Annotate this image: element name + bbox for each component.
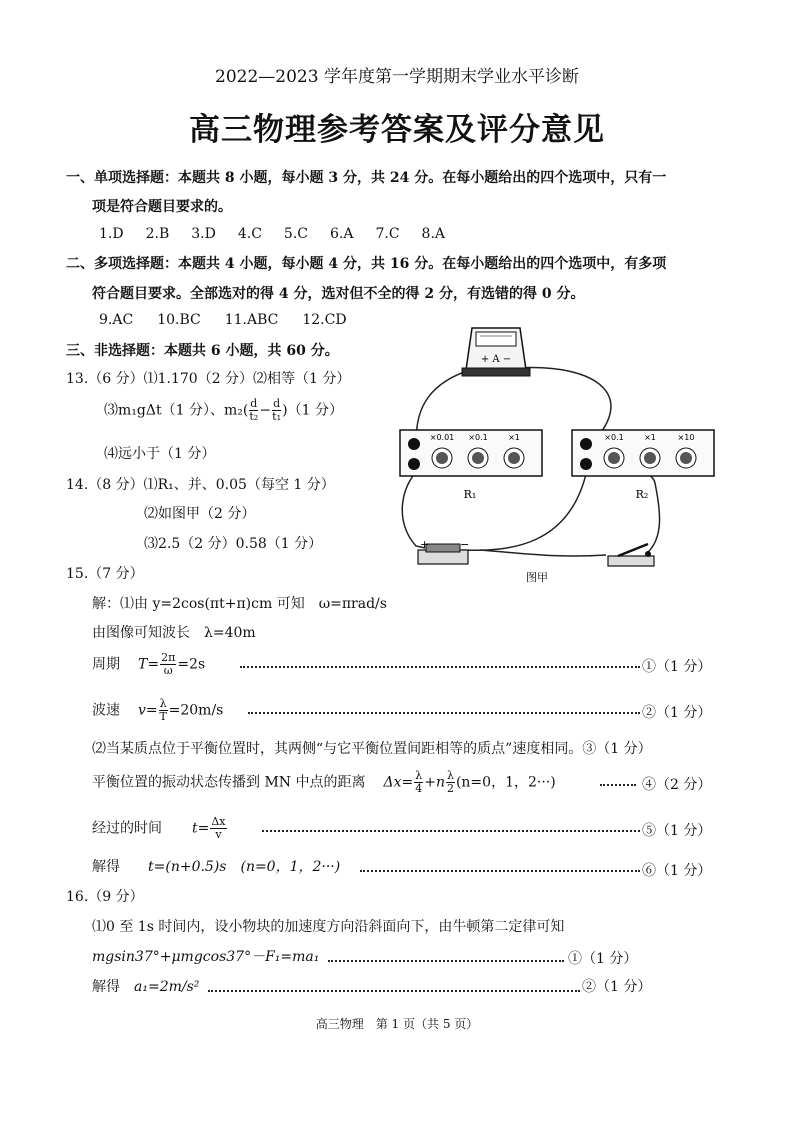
lhs: v= xyxy=(138,702,158,719)
ammeter xyxy=(462,328,530,376)
section3-heading: 三、非选择题：本题共 6 小题，共 60 分。 xyxy=(66,343,339,359)
r2-dial-label: ×10 xyxy=(677,433,695,442)
score-mark: ⑤（1 分） xyxy=(642,823,712,839)
section2-heading-2: 符合题目要求。全部选对的得 4 分，选对但不全的得 2 分，有选错的得 0 分。 xyxy=(92,286,585,302)
equation: t=(n+0.5)s (n=0，1，2···) xyxy=(148,859,341,875)
mid: +n xyxy=(424,774,445,791)
numerator: λ xyxy=(446,769,454,782)
q16-line1: ⑴0 至 1s 时间内，设小物块的加速度方向沿斜面向下，由牛顿第二定律可知 xyxy=(92,919,565,935)
numerator: λ xyxy=(415,769,423,782)
score-mark: ④（2 分） xyxy=(642,777,712,793)
q15-line4 xyxy=(92,698,223,723)
circuit-diagram xyxy=(390,318,720,590)
answer: 7.C xyxy=(375,226,400,242)
q16-head: 16.（9 分） xyxy=(66,889,144,905)
q13-part3-text: ⑶m₁gΔt（1 分）、m₂( xyxy=(104,402,249,419)
ammeter-label: + A − xyxy=(480,354,512,365)
resistor-box-r2 xyxy=(572,430,714,476)
leader-dots xyxy=(360,870,640,872)
switch xyxy=(608,544,654,566)
battery xyxy=(418,538,469,564)
numerator: d xyxy=(273,397,281,410)
q14-line3: ⑶2.5（2 分）0.58（1 分） xyxy=(144,536,323,552)
text: 平衡位置的振动状态传播到 MN 中点的距离 xyxy=(92,774,366,791)
leader-dots xyxy=(600,784,636,786)
q15-line8 xyxy=(92,856,340,876)
denominator: 4 xyxy=(415,782,423,795)
q15-head: 15.（7 分） xyxy=(66,566,144,582)
r2-dial-label: ×0.1 xyxy=(604,433,624,442)
denominator: T xyxy=(159,710,167,723)
leader-dots xyxy=(208,990,580,992)
answer: 12.CD xyxy=(302,312,347,328)
page-footer: 高三物理 第 1 页（共 5 页） xyxy=(315,1017,479,1031)
r1-dial-label: ×0.1 xyxy=(468,433,488,442)
label: 经过的时间 xyxy=(92,820,162,837)
q15-line1: 解：⑴由 y=2cos(πt+π)cm 可知 ω=πrad/s xyxy=(92,596,387,612)
numerator: d xyxy=(250,397,258,410)
q13-part3-score: )（1 分） xyxy=(282,402,343,419)
section1-heading-2: 项是符合题目要求的。 xyxy=(92,199,232,215)
numerator: 2π xyxy=(161,651,176,664)
figure-caption: 图甲 xyxy=(526,571,548,584)
lhs: T= xyxy=(138,656,160,673)
rhs: =20m/s xyxy=(168,702,224,719)
label: 解得 xyxy=(92,979,120,995)
equation: a₁=2m/s² xyxy=(134,979,200,995)
q15-line2: 由图像可知波长 λ=40m xyxy=(92,625,256,641)
q16-line3 xyxy=(92,976,199,996)
r1-label: R₁ xyxy=(463,488,477,501)
q15-line5: ⑵当某质点位于平衡位置时，其两侧“与它平衡位置间距相等的质点”速度相同。③（1 分） xyxy=(92,741,652,757)
page-title: 高三物理参考答案及评分意见 xyxy=(189,112,605,148)
r1-dial-label: ×0.01 xyxy=(429,433,455,442)
section1-heading-1: 一、单项选择题：本题共 8 小题，每小题 3 分，共 24 分。在每小题给出的四个选项中，只有一 xyxy=(66,170,667,186)
answer: 6.A xyxy=(330,226,354,242)
fraction xyxy=(446,770,455,795)
leader-dots xyxy=(248,712,640,714)
leader-dots xyxy=(328,960,564,962)
fraction xyxy=(414,770,423,795)
resistor-box-r1 xyxy=(400,430,542,476)
score-mark: ①（1 分） xyxy=(568,951,638,967)
q14-line1: 14.（8 分）⑴R₁、并、0.05（每空 1 分） xyxy=(66,477,335,493)
numerator: Δx xyxy=(211,815,226,828)
fraction xyxy=(272,398,281,423)
answer: 11.ABC xyxy=(224,312,279,328)
q15-line3 xyxy=(92,652,205,677)
answer: 8.A xyxy=(421,226,446,242)
leader-dots xyxy=(262,830,640,832)
q15-line6 xyxy=(92,770,556,795)
r2-dial-label: ×1 xyxy=(644,433,656,442)
section2-heading-1: 二、多项选择题：本题共 4 小题，每小题 4 分，共 16 分。在每小题给出的四个选项中，有多项 xyxy=(66,256,667,272)
answer: 4.C xyxy=(237,226,262,242)
lhs: Δx= xyxy=(383,774,414,791)
score-mark: ②（1 分） xyxy=(642,705,712,721)
denominator: v xyxy=(215,828,222,841)
score-mark: ②（1 分） xyxy=(582,979,652,995)
q13-line3: ⑷远小于（1 分） xyxy=(104,446,216,462)
leader-dots xyxy=(240,666,640,668)
section2-answers xyxy=(99,312,347,328)
answer: 10.BC xyxy=(157,312,201,328)
fraction xyxy=(159,698,168,723)
denominator: t₂ xyxy=(249,410,259,423)
denominator: 2 xyxy=(446,782,454,795)
label: 周期 xyxy=(92,656,120,673)
minus-sign: − xyxy=(259,402,272,419)
q13-line2 xyxy=(104,398,343,423)
answer: 9.AC xyxy=(99,312,134,328)
answer: 1.D xyxy=(99,226,124,242)
label: 波速 xyxy=(92,702,120,719)
q13-line1: 13.（6 分）⑴1.170（2 分）⑵相等（1 分） xyxy=(66,371,351,387)
denominator: ω xyxy=(163,664,173,677)
numerator: λ xyxy=(159,697,167,710)
denominator: t₁ xyxy=(272,410,282,423)
r1-dial-label: ×1 xyxy=(508,433,520,442)
fraction xyxy=(160,652,176,677)
tail: (n=0，1，2···) xyxy=(455,774,556,791)
rhs: =2s xyxy=(177,656,206,673)
answer: 2.B xyxy=(145,226,170,242)
answer: 5.C xyxy=(283,226,308,242)
fraction xyxy=(210,816,226,841)
lhs: t= xyxy=(192,820,210,837)
exam-title: 2022—2023 学年度第一学期期末学业水平诊断 xyxy=(215,67,579,87)
r2-label: R₂ xyxy=(635,488,649,501)
battery-plus: + xyxy=(420,538,430,551)
score-mark: ①（1 分） xyxy=(642,659,712,675)
fraction xyxy=(249,398,258,423)
q16-line2: mgsin37°+μmgcos37°－F₁=ma₁ xyxy=(92,949,320,965)
answer: 3.D xyxy=(191,226,216,242)
q14-line2: ⑵如图甲（2 分） xyxy=(144,506,256,522)
q15-line7 xyxy=(92,816,228,841)
section1-answers xyxy=(99,226,445,242)
score-mark: ⑥（1 分） xyxy=(642,863,712,879)
label: 解得 xyxy=(92,859,120,875)
battery-minus: − xyxy=(460,538,470,551)
